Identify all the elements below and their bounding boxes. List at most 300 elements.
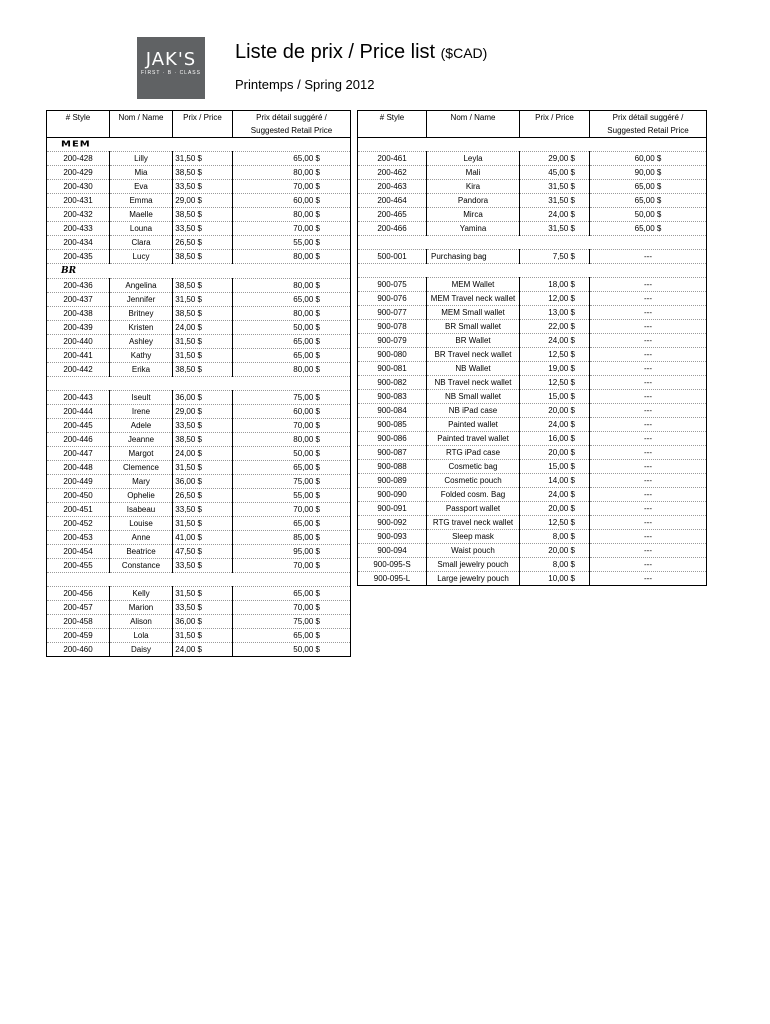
retail-price: 70,00 $ <box>233 222 351 236</box>
table-row <box>358 194 707 208</box>
retail-price: 55,00 $ <box>233 236 351 250</box>
product-name: Clara <box>110 236 173 250</box>
table-row <box>358 348 707 362</box>
style-number: 900-095-L <box>358 572 427 586</box>
style-number: 900-078 <box>358 320 427 334</box>
wholesale-price: 33,50 $ <box>173 503 233 517</box>
col-header-name: Nom / Name <box>427 111 520 125</box>
retail-price: 65,00 $ <box>233 587 351 601</box>
section-separator-row <box>47 573 351 587</box>
retail-price: 65,00 $ <box>590 180 707 194</box>
wholesale-price: 33,50 $ <box>173 601 233 615</box>
product-name: Anne <box>110 531 173 545</box>
retail-price: --- <box>590 404 707 418</box>
table-row <box>47 587 351 601</box>
table-row <box>47 601 351 615</box>
product-name: Mia <box>110 166 173 180</box>
table-row <box>358 152 707 166</box>
retail-price: 50,00 $ <box>233 643 351 657</box>
style-number: 200-465 <box>358 208 427 222</box>
retail-price: 65,00 $ <box>233 629 351 643</box>
wholesale-price: 12,00 $ <box>520 292 590 306</box>
wholesale-price: 36,00 $ <box>173 615 233 629</box>
style-number: 200-445 <box>47 419 110 433</box>
retail-price: --- <box>590 572 707 586</box>
retail-price: 70,00 $ <box>233 503 351 517</box>
product-name: MEM Small wallet <box>427 306 520 320</box>
product-name: Adele <box>110 419 173 433</box>
style-number: 200-430 <box>47 180 110 194</box>
retail-price: 65,00 $ <box>233 152 351 166</box>
retail-price: --- <box>590 320 707 334</box>
mem-logo-text: MEM <box>61 140 91 149</box>
table-row <box>358 166 707 180</box>
style-number: 200-463 <box>358 180 427 194</box>
style-number: 200-461 <box>358 152 427 166</box>
logo-text: JAK'S <box>145 49 197 70</box>
retail-price: --- <box>590 278 707 292</box>
product-name: Waist pouch <box>427 544 520 558</box>
style-number: 900-077 <box>358 306 427 320</box>
retail-price: 85,00 $ <box>233 531 351 545</box>
wholesale-price: 38,50 $ <box>173 208 233 222</box>
style-number: 200-446 <box>47 433 110 447</box>
table-row <box>47 629 351 643</box>
wholesale-price: 36,00 $ <box>173 391 233 405</box>
wholesale-price: 38,50 $ <box>173 250 233 264</box>
table-row <box>358 502 707 516</box>
table-row <box>47 335 351 349</box>
product-name: Emma <box>110 194 173 208</box>
product-name: Lilly <box>110 152 173 166</box>
style-number: 900-090 <box>358 488 427 502</box>
table-row <box>47 208 351 222</box>
style-number: 200-442 <box>47 363 110 377</box>
retail-price: 75,00 $ <box>233 391 351 405</box>
product-name: Mali <box>427 166 520 180</box>
section-separator-row <box>358 138 707 152</box>
product-name: Beatrice <box>110 545 173 559</box>
table-row <box>47 293 351 307</box>
style-number: 200-462 <box>358 166 427 180</box>
wholesale-price: 13,00 $ <box>520 306 590 320</box>
product-name: Painted travel wallet <box>427 432 520 446</box>
product-name: BR Wallet <box>427 334 520 348</box>
style-number: 200-450 <box>47 489 110 503</box>
table-row <box>358 404 707 418</box>
table-row <box>47 461 351 475</box>
retail-price: 80,00 $ <box>233 307 351 321</box>
product-name: Margot <box>110 447 173 461</box>
retail-price: --- <box>590 432 707 446</box>
retail-price: --- <box>590 516 707 530</box>
style-number: 200-460 <box>47 643 110 657</box>
col-header-msrp-line2: Suggested Retail Price <box>590 124 707 138</box>
retail-price: --- <box>590 250 707 264</box>
retail-price: 60,00 $ <box>233 405 351 419</box>
wholesale-price: 31,50 $ <box>173 335 233 349</box>
wholesale-price: 38,50 $ <box>173 279 233 293</box>
product-name: Kira <box>427 180 520 194</box>
product-name: Cosmetic bag <box>427 460 520 474</box>
retail-price: 70,00 $ <box>233 559 351 573</box>
retail-price: 65,00 $ <box>233 517 351 531</box>
style-number: 200-433 <box>47 222 110 236</box>
product-name: Passport wallet <box>427 502 520 516</box>
style-number: 200-447 <box>47 447 110 461</box>
title-main: Liste de prix / Price list <box>235 41 436 63</box>
style-number: 200-440 <box>47 335 110 349</box>
col-header-style: # Style <box>358 111 427 125</box>
style-number: 900-088 <box>358 460 427 474</box>
style-number: 900-089 <box>358 474 427 488</box>
wholesale-price: 33,50 $ <box>173 419 233 433</box>
product-name: Lucy <box>110 250 173 264</box>
retail-price: 65,00 $ <box>233 349 351 363</box>
product-name: Marion <box>110 601 173 615</box>
retail-price: 65,00 $ <box>233 293 351 307</box>
style-number: 900-095-S <box>358 558 427 572</box>
table-row <box>358 558 707 572</box>
style-number: 200-437 <box>47 293 110 307</box>
style-number: 900-087 <box>358 446 427 460</box>
wholesale-price: 20,00 $ <box>520 446 590 460</box>
product-name: Iseult <box>110 391 173 405</box>
wholesale-price: 22,00 $ <box>520 320 590 334</box>
wholesale-price: 19,00 $ <box>520 362 590 376</box>
wholesale-price: 24,00 $ <box>520 418 590 432</box>
table-row <box>47 517 351 531</box>
product-name: Constance <box>110 559 173 573</box>
product-name: Irene <box>110 405 173 419</box>
wholesale-price: 15,00 $ <box>520 390 590 404</box>
product-name: NB iPad case <box>427 404 520 418</box>
retail-price: --- <box>590 376 707 390</box>
col-header-msrp: Prix détail suggéré / <box>233 111 351 125</box>
table-row <box>358 544 707 558</box>
retail-price: --- <box>590 474 707 488</box>
style-number: 200-429 <box>47 166 110 180</box>
wholesale-price: 26,50 $ <box>173 236 233 250</box>
wholesale-price: 45,00 $ <box>520 166 590 180</box>
product-name: MEM Travel neck wallet <box>427 292 520 306</box>
table-row <box>358 530 707 544</box>
style-number: 900-079 <box>358 334 427 348</box>
retail-price: 70,00 $ <box>233 601 351 615</box>
product-name: RTG travel neck wallet <box>427 516 520 530</box>
table-row <box>47 180 351 194</box>
wholesale-price: 31,50 $ <box>173 517 233 531</box>
product-name: Ashley <box>110 335 173 349</box>
style-number: 900-080 <box>358 348 427 362</box>
header-row-2 <box>358 124 707 138</box>
retail-price: 50,00 $ <box>233 321 351 335</box>
col-header-price: Prix / Price <box>173 111 233 125</box>
retail-price: --- <box>590 292 707 306</box>
table-row <box>47 222 351 236</box>
title-currency: ($CAD) <box>440 45 488 61</box>
retail-price: --- <box>590 390 707 404</box>
product-name: Lola <box>110 629 173 643</box>
product-name: Alison <box>110 615 173 629</box>
retail-price: --- <box>590 530 707 544</box>
product-name: Mary <box>110 475 173 489</box>
style-number: 900-081 <box>358 362 427 376</box>
product-name: Kathy <box>110 349 173 363</box>
table-row <box>358 278 707 292</box>
wholesale-price: 29,00 $ <box>520 152 590 166</box>
style-number: 200-456 <box>47 587 110 601</box>
product-name: NB Small wallet <box>427 390 520 404</box>
style-number: 900-085 <box>358 418 427 432</box>
product-name: Jeanne <box>110 433 173 447</box>
wholesale-price: 24,00 $ <box>520 208 590 222</box>
style-number: 200-458 <box>47 615 110 629</box>
page-subtitle: Printemps / Spring 2012 <box>235 77 375 92</box>
wholesale-price: 18,00 $ <box>520 278 590 292</box>
retail-price: 75,00 $ <box>233 475 351 489</box>
retail-price: --- <box>590 446 707 460</box>
table-row <box>358 572 707 586</box>
product-name: Kristen <box>110 321 173 335</box>
header-row <box>358 111 707 125</box>
product-name: Erika <box>110 363 173 377</box>
retail-price: 80,00 $ <box>233 166 351 180</box>
table-row <box>358 320 707 334</box>
wholesale-price: 31,50 $ <box>520 222 590 236</box>
wholesale-price: 24,00 $ <box>520 488 590 502</box>
wholesale-price: 31,50 $ <box>520 194 590 208</box>
retail-price: 60,00 $ <box>590 152 707 166</box>
product-name: Maelle <box>110 208 173 222</box>
table-row <box>358 418 707 432</box>
section-separator-row <box>47 377 351 391</box>
product-name: Ophelie <box>110 489 173 503</box>
retail-price: 55,00 $ <box>233 489 351 503</box>
wholesale-price: 8,00 $ <box>520 530 590 544</box>
wholesale-price: 38,50 $ <box>173 307 233 321</box>
separator-cell <box>358 138 707 152</box>
style-number: 900-083 <box>358 390 427 404</box>
table-row <box>358 292 707 306</box>
col-header-price-blank <box>173 124 233 138</box>
table-row <box>358 432 707 446</box>
brand-banner-row <box>47 138 351 152</box>
separator-cell <box>47 377 351 391</box>
retail-price: 80,00 $ <box>233 250 351 264</box>
table-row <box>47 307 351 321</box>
page-title <box>235 40 487 65</box>
retail-price: 50,00 $ <box>590 208 707 222</box>
style-number: 200-459 <box>47 629 110 643</box>
separator-cell <box>358 264 707 278</box>
table-row <box>358 334 707 348</box>
wholesale-price: 26,50 $ <box>173 489 233 503</box>
product-name: Daisy <box>110 643 173 657</box>
wholesale-price: 7,50 $ <box>520 250 590 264</box>
retail-price: --- <box>590 334 707 348</box>
table-row <box>47 433 351 447</box>
product-name: Folded cosm. Bag <box>427 488 520 502</box>
table-row <box>47 475 351 489</box>
style-number: 200-451 <box>47 503 110 517</box>
wholesale-price: 47,50 $ <box>173 545 233 559</box>
wholesale-price: 38,50 $ <box>173 166 233 180</box>
table-row <box>47 545 351 559</box>
wholesale-price: 8,00 $ <box>520 558 590 572</box>
product-name: MEM Wallet <box>427 278 520 292</box>
product-name: RTG iPad case <box>427 446 520 460</box>
wholesale-price: 15,00 $ <box>520 460 590 474</box>
brand-logo <box>137 37 205 99</box>
style-number: 900-091 <box>358 502 427 516</box>
table-row <box>47 349 351 363</box>
retail-price: 80,00 $ <box>233 208 351 222</box>
wholesale-price: 14,00 $ <box>520 474 590 488</box>
style-number: 200-449 <box>47 475 110 489</box>
style-number: 200-448 <box>47 461 110 475</box>
wholesale-price: 41,00 $ <box>173 531 233 545</box>
product-name: Angelina <box>110 279 173 293</box>
wholesale-price: 12,50 $ <box>520 376 590 390</box>
style-number: 200-432 <box>47 208 110 222</box>
wholesale-price: 24,00 $ <box>173 321 233 335</box>
retail-price: --- <box>590 502 707 516</box>
table-row <box>358 180 707 194</box>
style-number: 900-084 <box>358 404 427 418</box>
col-header-price-blank <box>520 124 590 138</box>
table-row <box>47 489 351 503</box>
product-name: Jennifer <box>110 293 173 307</box>
table-row <box>47 391 351 405</box>
br-brand-logo <box>47 264 351 279</box>
wholesale-price: 38,50 $ <box>173 433 233 447</box>
product-name: Mirca <box>427 208 520 222</box>
style-number: 200-439 <box>47 321 110 335</box>
product-name: Cosmetic pouch <box>427 474 520 488</box>
mem-brand-logo <box>47 138 351 152</box>
style-number: 200-454 <box>47 545 110 559</box>
header-row-2 <box>47 124 351 138</box>
wholesale-price: 36,00 $ <box>173 475 233 489</box>
style-number: 900-086 <box>358 432 427 446</box>
brand-banner-row <box>47 264 351 279</box>
product-name: Painted wallet <box>427 418 520 432</box>
wholesale-price: 20,00 $ <box>520 544 590 558</box>
table-row <box>47 447 351 461</box>
table-row <box>358 460 707 474</box>
style-number: 200-428 <box>47 152 110 166</box>
product-name: Small jewelry pouch <box>427 558 520 572</box>
separator-cell <box>47 573 351 587</box>
section-separator-row <box>358 264 707 278</box>
col-header-style-blank <box>47 124 110 138</box>
section-separator-row <box>358 236 707 250</box>
product-name: NB Travel neck wallet <box>427 376 520 390</box>
product-name: Isabeau <box>110 503 173 517</box>
wholesale-price: 29,00 $ <box>173 405 233 419</box>
wholesale-price: 33,50 $ <box>173 180 233 194</box>
retail-price: 80,00 $ <box>233 363 351 377</box>
table-row <box>47 531 351 545</box>
table-row <box>47 643 351 657</box>
retail-price: 80,00 $ <box>233 279 351 293</box>
wholesale-price: 33,50 $ <box>173 222 233 236</box>
retail-price: 60,00 $ <box>233 194 351 208</box>
table-row <box>358 516 707 530</box>
retail-price: --- <box>590 348 707 362</box>
style-number: 200-466 <box>358 222 427 236</box>
retail-price: 65,00 $ <box>590 222 707 236</box>
wholesale-price: 31,50 $ <box>173 349 233 363</box>
retail-price: 70,00 $ <box>233 180 351 194</box>
style-number: 900-093 <box>358 530 427 544</box>
table-row <box>358 488 707 502</box>
product-name: Eva <box>110 180 173 194</box>
retail-price: 75,00 $ <box>233 615 351 629</box>
table-row <box>358 222 707 236</box>
wholesale-price: 38,50 $ <box>173 363 233 377</box>
wholesale-price: 31,50 $ <box>173 587 233 601</box>
style-number: 500-001 <box>358 250 427 264</box>
style-number: 900-094 <box>358 544 427 558</box>
style-number: 900-076 <box>358 292 427 306</box>
style-number: 900-092 <box>358 516 427 530</box>
retail-price: --- <box>590 544 707 558</box>
wholesale-price: 31,50 $ <box>520 180 590 194</box>
wholesale-price: 31,50 $ <box>173 461 233 475</box>
retail-price: --- <box>590 558 707 572</box>
col-header-name-blank <box>427 124 520 138</box>
product-name: Clemence <box>110 461 173 475</box>
col-header-name-blank <box>110 124 173 138</box>
style-number: 200-453 <box>47 531 110 545</box>
retail-price: --- <box>590 306 707 320</box>
table-row <box>47 503 351 517</box>
wholesale-price: 16,00 $ <box>520 432 590 446</box>
retail-price: 80,00 $ <box>233 433 351 447</box>
retail-price: --- <box>590 362 707 376</box>
product-name: BR Travel neck wallet <box>427 348 520 362</box>
wholesale-price: 31,50 $ <box>173 152 233 166</box>
retail-price: 95,00 $ <box>233 545 351 559</box>
retail-price: --- <box>590 488 707 502</box>
col-header-style: # Style <box>47 111 110 125</box>
retail-price: 90,00 $ <box>590 166 707 180</box>
table-row <box>358 376 707 390</box>
table-row <box>47 615 351 629</box>
logo-tagline: FIRST · B · CLASS <box>141 70 201 76</box>
table-row <box>47 419 351 433</box>
product-name: Yamina <box>427 222 520 236</box>
wholesale-price: 12,50 $ <box>520 348 590 362</box>
table-row <box>47 250 351 264</box>
retail-price: 65,00 $ <box>590 194 707 208</box>
style-number: 200-452 <box>47 517 110 531</box>
wholesale-price: 31,50 $ <box>173 629 233 643</box>
product-name: Sleep mask <box>427 530 520 544</box>
wholesale-price: 31,50 $ <box>173 293 233 307</box>
product-name: NB Wallet <box>427 362 520 376</box>
retail-price: --- <box>590 460 707 474</box>
style-number: 200-436 <box>47 279 110 293</box>
separator-cell <box>358 236 707 250</box>
table-row <box>47 166 351 180</box>
retail-price: 70,00 $ <box>233 419 351 433</box>
price-table-left <box>46 110 351 657</box>
col-header-msrp: Prix détail suggéré / <box>590 111 707 125</box>
product-name: Britney <box>110 307 173 321</box>
